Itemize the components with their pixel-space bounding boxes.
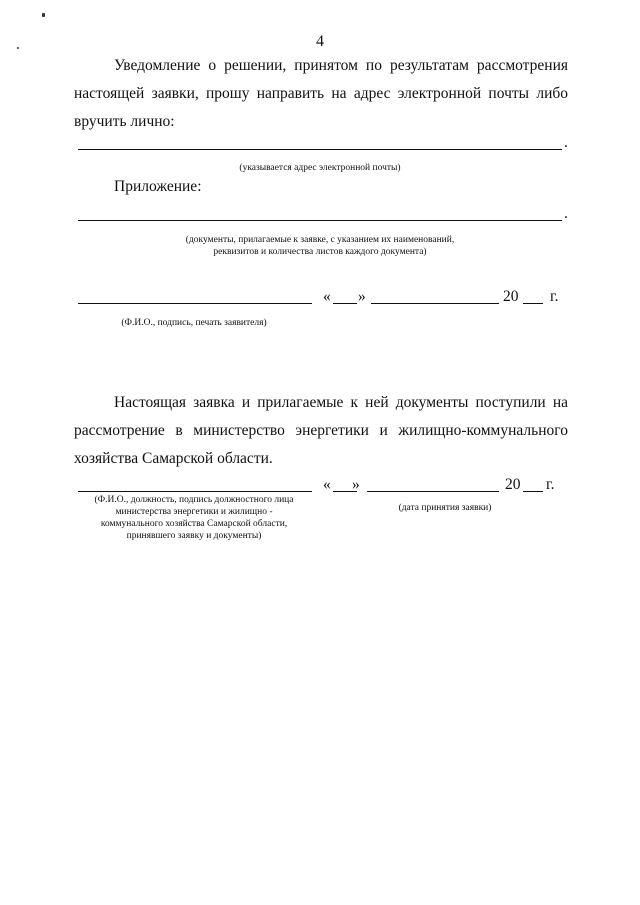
- official-quote-close: »: [352, 476, 360, 493]
- applicant-caption: (Ф.И.О., подпись, печать заявителя): [121, 318, 267, 328]
- notice-text: Уведомление о решении, принятом по результатам рассмотрения настоящей заявки, прошу направить на адрес электронной почты либо вручить лично:: [74, 57, 568, 130]
- official-quote-open: «: [323, 476, 331, 493]
- date-caption: (дата принятия заявки): [398, 503, 492, 513]
- applicant-year-line: [523, 303, 543, 304]
- applicant-quote-open: «: [323, 288, 331, 305]
- email-line-end: .: [564, 134, 568, 151]
- applicant-year-suffix: г.: [550, 288, 559, 305]
- attachment-caption-1: (документы, прилагаемые к заявке, с указанием их наименований,: [185, 235, 455, 245]
- official-year-prefix: 20: [505, 476, 521, 493]
- applicant-signature-line: [78, 303, 312, 304]
- applicant-month-line: [371, 303, 499, 304]
- attachment-caption-2: реквизитов и количества листов каждого документа): [213, 247, 427, 257]
- scan-speck: [42, 13, 45, 17]
- receipt-text: Настоящая заявка и прилагаемые к ней документы поступили на рассмотрение в министерство энергетики и жилищно-коммунального хозяйства Самарской области.: [74, 394, 568, 467]
- official-caption-2: министерства энергетики и жилищно -: [115, 507, 273, 517]
- receipt-paragraph: [74, 389, 568, 473]
- page-number: 4: [316, 33, 324, 50]
- applicant-quote-close: »: [358, 288, 366, 305]
- official-year-line: [523, 491, 543, 492]
- email-caption: (указывается адрес электронной почты): [239, 163, 401, 173]
- applicant-day-line: [333, 303, 357, 304]
- attachment-label: Приложение:: [114, 178, 202, 195]
- attachment-line: [78, 220, 562, 221]
- official-signature-line: [78, 491, 312, 492]
- official-month-line: [367, 491, 499, 492]
- official-caption-1: (Ф.И.О., должность, подпись должностного лица: [94, 495, 294, 505]
- notice-paragraph: [74, 52, 568, 136]
- official-caption-4: принявшего заявку и документы): [126, 531, 262, 541]
- official-year-suffix: г.: [546, 476, 555, 493]
- email-line: [78, 149, 562, 150]
- attachment-line-end: .: [564, 205, 568, 222]
- applicant-year-prefix: 20: [503, 288, 519, 305]
- official-caption-3: коммунального хозяйства Самарской области,: [100, 519, 288, 529]
